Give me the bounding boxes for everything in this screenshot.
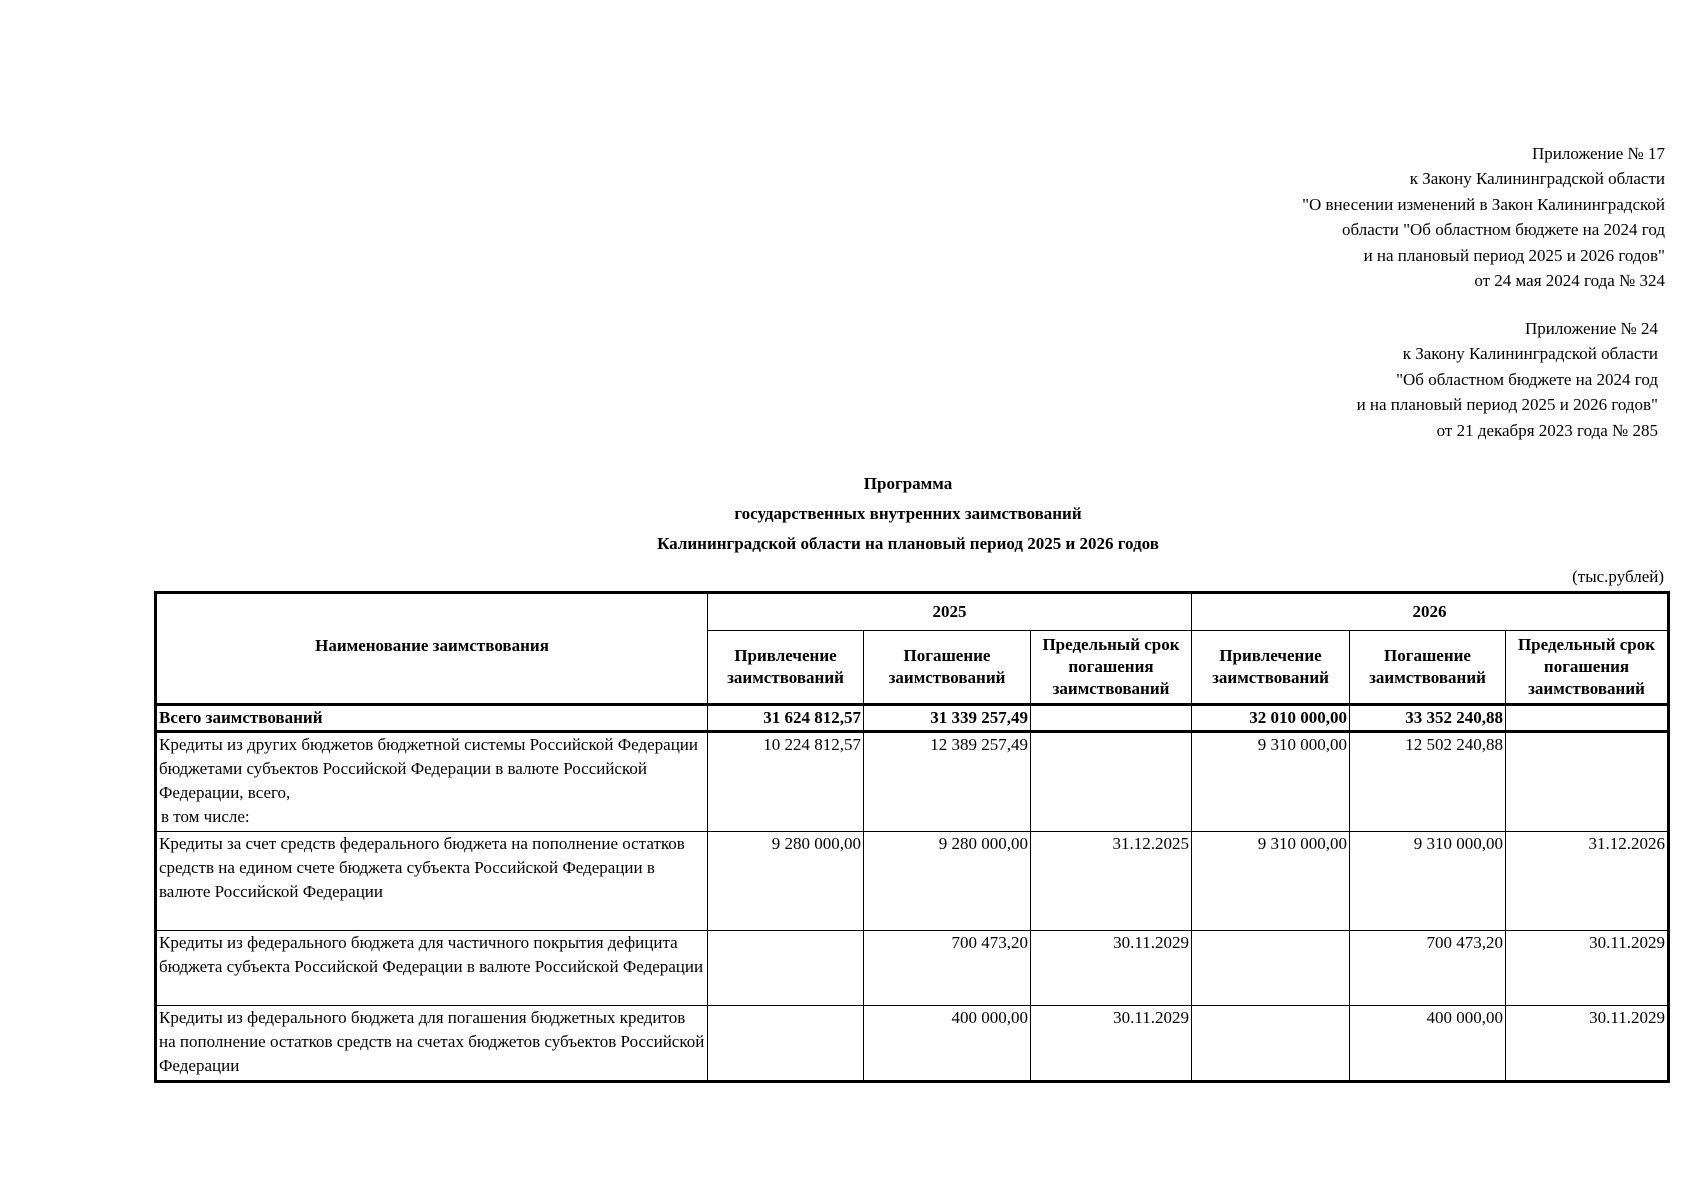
repay-2025-cell: 400 000,00: [864, 1006, 1031, 1082]
annex-17-block: [1302, 141, 1665, 293]
attract-2026-cell: [1192, 931, 1350, 1006]
attract-2025-cell: 9 280 000,00: [708, 832, 864, 931]
term-2026-cell: 30.11.2029: [1506, 1006, 1669, 1082]
repay-2026-cell: 400 000,00: [1350, 1006, 1506, 1082]
annex-24-block: [1357, 316, 1658, 443]
repay-2026-header: Погашение заимствований: [1350, 631, 1506, 705]
repay-2026-cell: 12 502 240,88: [1350, 732, 1506, 832]
repay-2025-cell: 9 280 000,00: [864, 832, 1031, 931]
repay-2025-cell: 12 389 257,49: [864, 732, 1031, 832]
attract-2025-header: Привлечение заимствований: [708, 631, 864, 705]
row-name: Кредиты из других бюджетов бюджетной системы Российской Федерации бюджетами субъектов Российской Федерации в валюте Российской Федерации, всего,: [159, 735, 698, 802]
document-title: [148, 469, 1668, 559]
units-label: (тыс.рублей): [1572, 567, 1664, 586]
attract-2026-cell: 9 310 000,00: [1192, 832, 1350, 931]
annex-line: области "Об областном бюджете на 2024 год: [1342, 220, 1665, 240]
annex-line: и на плановый период 2025 и 2026 годов": [1356, 395, 1658, 415]
annex-line: от 24 мая 2024 года № 324: [1474, 271, 1665, 291]
term-2025-cell: 31.12.2025: [1031, 832, 1192, 931]
attract-2026-cell: 32 010 000,00: [1192, 705, 1350, 732]
title-line-2: государственных внутренних заимствований: [734, 504, 1082, 523]
table-row: [156, 732, 1669, 832]
term-2025-cell: 30.11.2029: [1031, 931, 1192, 1006]
annex-line: "Об областном бюджете на 2024 год: [1396, 369, 1658, 389]
term-2025-cell: [1031, 705, 1192, 732]
repay-2025-header: Погашение заимствований: [864, 631, 1031, 705]
annex-line: к Закону Калининградской области: [1409, 169, 1665, 189]
attract-2026-header: Привлечение заимствований: [1192, 631, 1350, 705]
term-2026-cell: [1506, 732, 1669, 832]
attract-2025-cell: 10 224 812,57: [708, 732, 864, 832]
annex-line: Приложение № 17: [1532, 144, 1665, 163]
table-row: [156, 931, 1669, 1006]
row-name: Всего заимствований: [156, 705, 708, 732]
title-line-1: Программа: [863, 474, 953, 493]
row-name: Кредиты за счет средств федерального бюджета на пополнение остатков средств на едином счете бюджета субъекта Российской Федерации в валюте Российской Федерации: [156, 832, 708, 931]
repay-2026-cell: 700 473,20: [1350, 931, 1506, 1006]
borrowings-table: [154, 591, 1670, 1083]
annex-line: от 21 декабря 2023 года № 285: [1436, 420, 1658, 440]
term-2025-cell: 30.11.2029: [1031, 1006, 1192, 1082]
annex-line: к Закону Калининградской области: [1402, 344, 1658, 364]
row-name: Кредиты из федерального бюджета для погашения бюджетных кредитов на пополнение остатков средств на счетах бюджетов субъектов Российской Федерации: [156, 1006, 708, 1082]
term-2026-cell: [1506, 705, 1669, 732]
table-row: [156, 1006, 1669, 1082]
year-2026-header: 2026: [1192, 593, 1669, 631]
attract-2026-cell: [1192, 1006, 1350, 1082]
attract-2025-cell: [708, 931, 864, 1006]
repay-2025-cell: 700 473,20: [864, 931, 1031, 1006]
attract-2025-cell: [708, 1006, 864, 1082]
table-row-total: [156, 705, 1669, 732]
row-name-cell: [156, 732, 708, 832]
header-row-years: [156, 593, 1669, 631]
term-2026-cell: 31.12.2026: [1506, 832, 1669, 931]
row-note: в том числе:: [161, 807, 250, 826]
attract-2026-cell: 9 310 000,00: [1192, 732, 1350, 832]
annex-line: и на плановый период 2025 и 2026 годов": [1363, 245, 1665, 265]
title-line-3: Калининградской области на плановый период 2025 и 2026 годов: [657, 534, 1159, 553]
attract-2025-cell: 31 624 812,57: [708, 705, 864, 732]
annex-line: Приложение № 24: [1525, 319, 1658, 338]
table-row: [156, 832, 1669, 931]
name-column-header: Наименование заимствования: [156, 593, 708, 705]
row-name: Кредиты из федерального бюджета для частичного покрытия дефицита бюджета субъекта Российской Федерации в валюте Российской Федерации: [156, 931, 708, 1006]
repay-2026-cell: 9 310 000,00: [1350, 832, 1506, 931]
term-2026-header: Предельный срок погашения заимствований: [1506, 631, 1669, 705]
term-2025-cell: [1031, 732, 1192, 832]
term-2025-header: Предельный срок погашения заимствований: [1031, 631, 1192, 705]
year-2025-header: 2025: [708, 593, 1192, 631]
term-2026-cell: 30.11.2029: [1506, 931, 1669, 1006]
repay-2025-cell: 31 339 257,49: [864, 705, 1031, 732]
annex-line: "О внесении изменений в Закон Калининградской: [1302, 194, 1665, 214]
repay-2026-cell: 33 352 240,88: [1350, 705, 1506, 732]
